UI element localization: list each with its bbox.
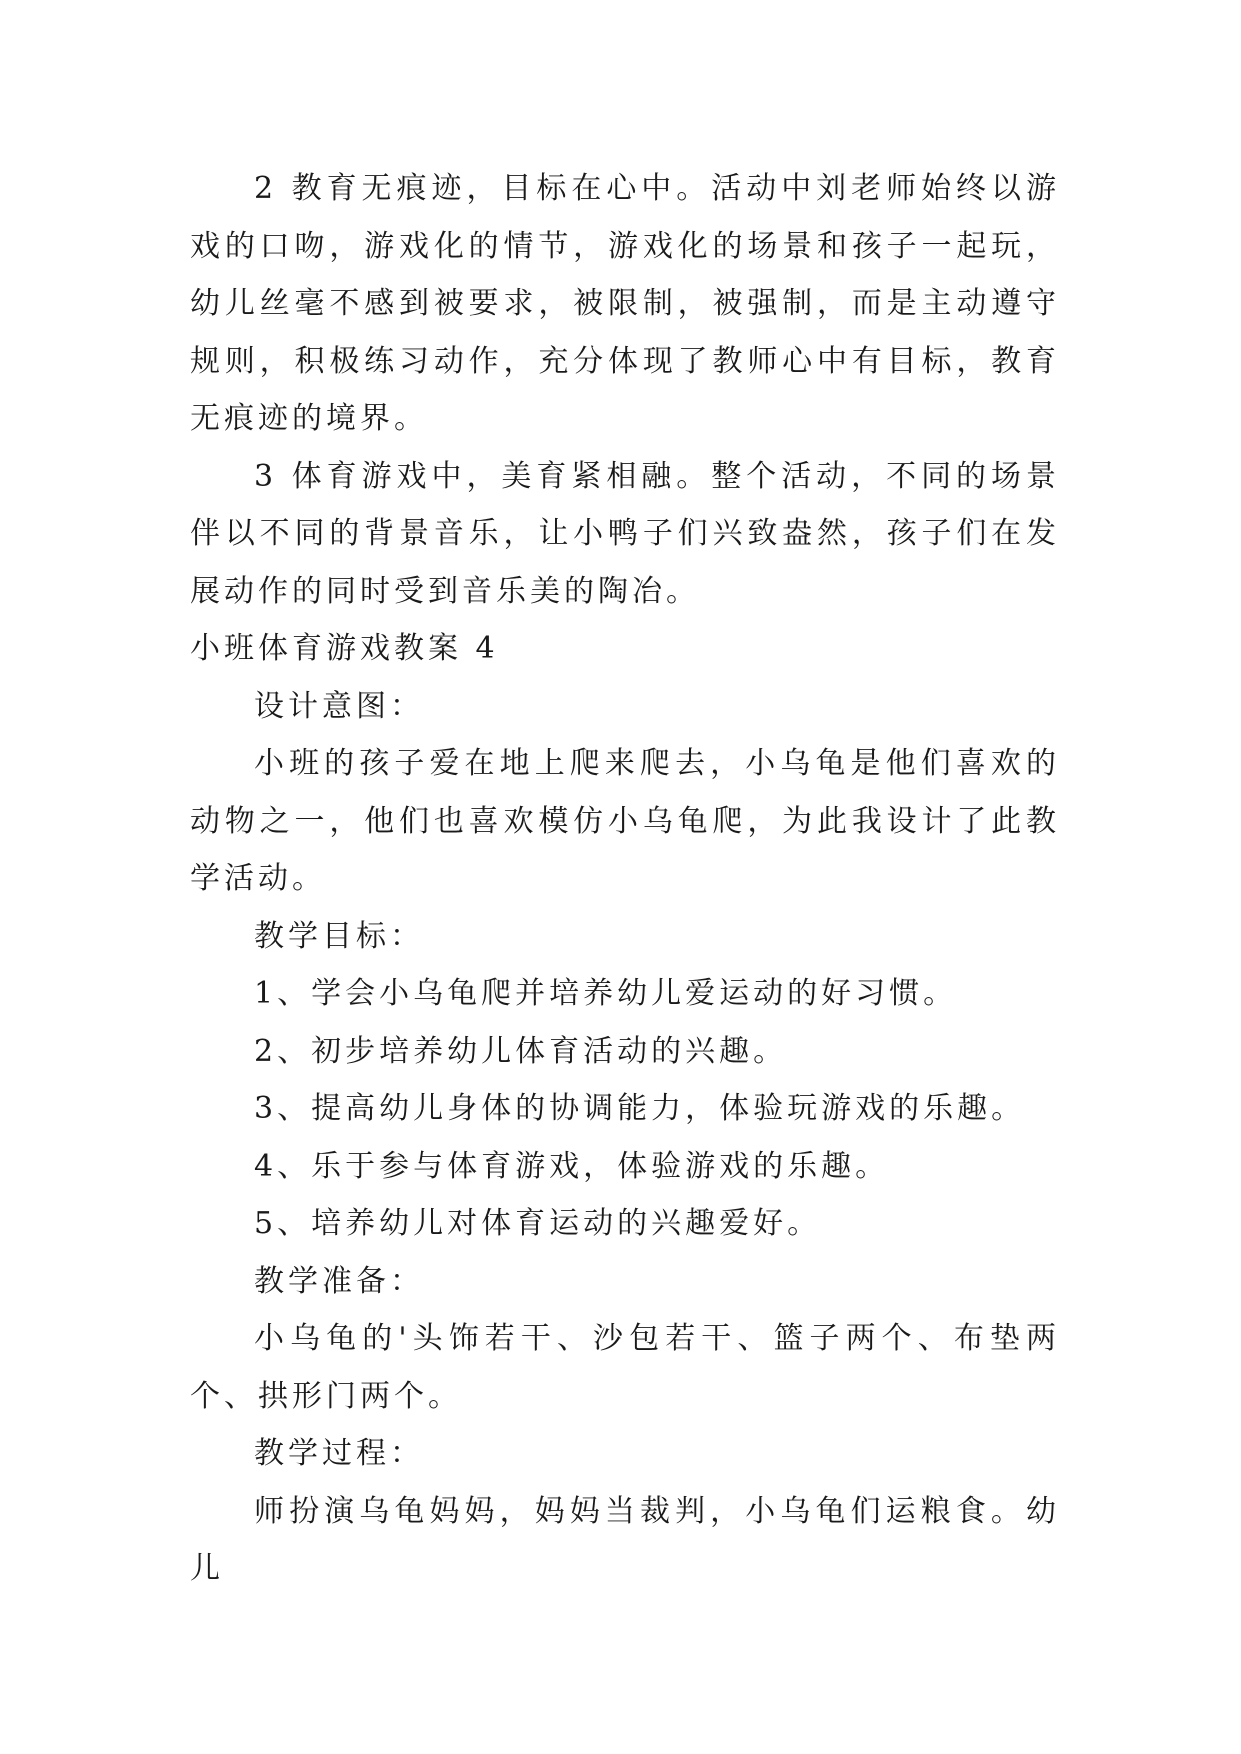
goal-item-2: 2、初步培养幼儿体育活动的兴趣。 <box>254 1033 788 1069</box>
process-label: 教学过程： <box>254 1436 424 1471</box>
paragraph-point-3: 3 体育游戏中，美育紧相融。整个活动，不同的场景伴以不同的背景音乐，让小鸭子们兴致盎然，孩子们在发展动作的同时受到音乐美的陶冶。 <box>190 458 1060 609</box>
process-text: 师扮演乌龟妈妈，妈妈当裁判，小乌龟们运粮食。幼儿 <box>190 1493 1060 1586</box>
goal-item-3: 3、提高幼儿身体的协调能力，体验玩游戏的乐趣。 <box>254 1091 1026 1126</box>
design-intent-label: 设计意图： <box>254 688 424 724</box>
teaching-goals-label: 教学目标： <box>254 918 424 954</box>
paragraph-point-2: 2 教育无痕迹，目标在心中。活动中刘老师始终以游戏的口吻，游戏化的情节，游戏化的场景和孩子一起玩，幼儿丝毫不感到被要求，被限制，被强制，而是主动遵守规则，积极练习动作，充分体现了教师心中有目标，教育无痕迹的境界。 <box>190 171 1060 436</box>
document-body <box>190 160 1060 1598</box>
section-heading: 小班体育游戏教案 4 <box>190 631 499 666</box>
goal-item-4: 4、乐于参与体育游戏，体验游戏的乐趣。 <box>254 1148 890 1184</box>
preparation-label: 教学准备： <box>254 1263 424 1299</box>
design-intent-text: 小班的孩子爱在地上爬来爬去，小乌龟是他们喜欢的动物之一，他们也喜欢模仿小乌龟爬，为此我设计了此教学活动。 <box>190 746 1060 896</box>
goal-item-1: 1、学会小乌龟爬并培养幼儿爱运动的好习惯。 <box>254 976 958 1011</box>
goal-item-5: 5、培养幼儿对体育运动的兴趣爱好。 <box>254 1206 822 1241</box>
preparation-text: 小乌龟的'头饰若干、沙包若干、篮子两个、布垫两个、拱形门两个。 <box>190 1321 1060 1414</box>
